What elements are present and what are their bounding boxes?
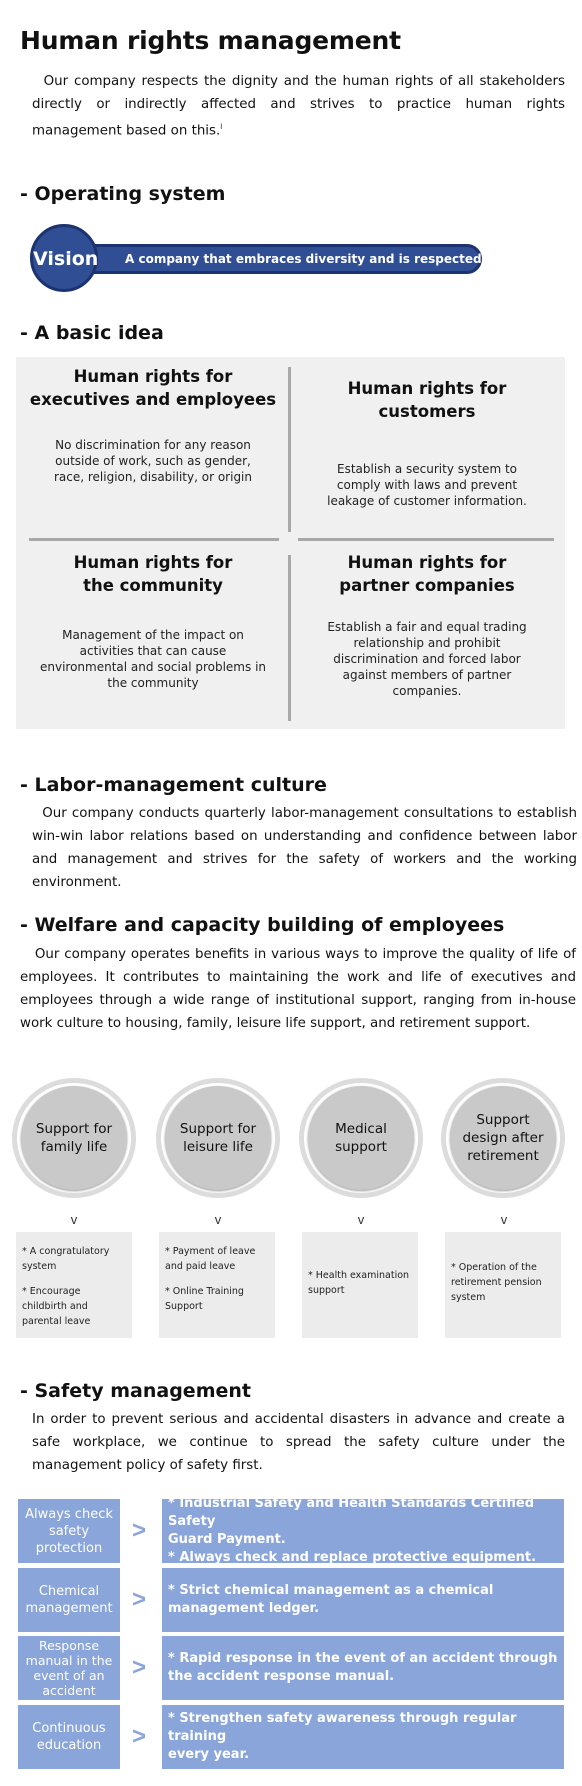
benefit-box-retirement — [445, 1232, 561, 1338]
benefit-item: * Online Training Support — [165, 1286, 244, 1312]
idea-cell-employees — [28, 365, 278, 485]
page-title: Human rights management — [20, 26, 401, 55]
idea-desc: No discrimination for any reason outside of work, such as gender, race, religion, disability, or origin — [53, 438, 252, 484]
labor-culture-paragraph: Our company conducts quarterly labor-management consultations to establish win-win labor relations based on understanding and confidence between labor and management and strives for the safety of workers and the working environment. — [32, 806, 578, 890]
safety-row-chemical — [18, 1568, 564, 1632]
benefit-box-leisure — [159, 1232, 275, 1338]
labor-culture-heading: - Labor-management culture — [20, 774, 327, 796]
benefit-item: * Payment of leave and paid leave — [165, 1246, 256, 1272]
basic-idea-heading: - A basic idea — [20, 322, 164, 344]
vision-bar — [68, 244, 570, 274]
chevron-down-icon: v — [70, 1212, 78, 1227]
idea-desc: Establish a fair and equal trading relationship and prohibit discrimination and forced labor against members of partner companies. — [327, 620, 527, 698]
safety-row-text: * Strengthen safety awareness through regular training every year. — [162, 1705, 564, 1769]
operating-system-heading: - Operating system — [20, 183, 226, 205]
benefit-box-family — [16, 1232, 132, 1338]
idea-desc: Establish a security system to comply with laws and prevent leakage of customer information. — [327, 462, 527, 508]
divider-vertical-bottom — [288, 555, 291, 721]
basic-idea-panel — [16, 357, 565, 729]
safety-row-education — [18, 1705, 564, 1769]
benefit-item: * A congratulatory system — [22, 1246, 110, 1272]
divider-horizontal-right — [298, 538, 554, 541]
chevron-down-icon: v — [500, 1212, 508, 1227]
safety-row-label: Always check safety protection — [18, 1499, 120, 1563]
welfare-circle-label: Support for family life — [21, 1086, 127, 1190]
idea-cell-customers — [302, 377, 552, 509]
chevron-right-icon: > — [132, 1723, 147, 1750]
idea-title: Human rights for partner companies — [339, 553, 515, 595]
vision-label: Vision — [33, 248, 99, 270]
divider-horizontal-left — [29, 538, 279, 541]
welfare-paragraph: Our company operates benefits in various ways to improve the quality of life of employees. It contributes to maintaining the work and life of executives and employees through a wide range of institutional support, ranging from in-house work culture to housing, family, leisure life support, and retirement support. — [20, 947, 576, 1031]
chevron-down-icon: v — [214, 1212, 222, 1227]
divider-vertical-top — [288, 367, 291, 532]
chevron-down-icon: v — [357, 1212, 365, 1227]
safety-row-response — [18, 1636, 564, 1700]
vision-banner — [30, 224, 570, 298]
welfare-circle-leisure — [152, 1078, 284, 1200]
benefit-item: * Operation of the retirement pension system — [451, 1262, 542, 1303]
safety-row-text: * Rapid response in the event of an accident through the accident response manual. — [162, 1636, 564, 1700]
safety-row-protection — [18, 1496, 564, 1565]
vision-badge — [30, 224, 98, 292]
safety-heading: - Safety management — [20, 1380, 251, 1402]
safety-row-label: Response manual in the event of an accident — [18, 1636, 120, 1700]
welfare-circle-medical — [295, 1078, 427, 1200]
idea-cell-community — [28, 551, 278, 691]
safety-row-label: Chemical management — [18, 1568, 120, 1632]
welfare-circle-label: Medical support — [308, 1086, 414, 1190]
idea-title: Human rights for customers — [347, 379, 507, 421]
welfare-circle-label: Support design after retirement — [450, 1086, 556, 1190]
chevron-right-icon: > — [132, 1586, 147, 1613]
intro-footnote-mark: l — [220, 123, 223, 131]
safety-paragraph: In order to prevent serious and accidental disasters in advance and create a safe workplace, we continue to spread the safety culture under the management policy of safety first. — [32, 1412, 565, 1473]
safety-row-label: Continuous education — [18, 1705, 120, 1769]
idea-title: Human rights for the community — [73, 553, 233, 595]
idea-cell-partners — [302, 551, 552, 699]
idea-desc: Management of the impact on activities that can cause environmental and social problems in the community — [40, 628, 267, 690]
benefit-box-medical — [302, 1232, 418, 1338]
safety-row-text: * Industrial Safety and Health Standards Certified Safety Guard Payment. * Always check and replace protective equipment. — [162, 1499, 564, 1563]
welfare-circle-family — [8, 1078, 140, 1200]
benefit-item: * Encourage childbirth and parental leave — [22, 1286, 91, 1327]
intro-paragraph: Our company respects the dignity and the human rights of all stakeholders directly or indirectly affected and strives to practice human rights management based on this.$^l$ — [32, 74, 566, 139]
safety-row-text: * Strict chemical management as a chemical management ledger. — [162, 1568, 564, 1632]
benefit-item: * Health examination support — [308, 1270, 410, 1296]
chevron-right-icon: > — [132, 1654, 147, 1681]
welfare-circle-label: Support for leisure life — [165, 1086, 271, 1190]
welfare-circle-retirement — [437, 1078, 569, 1200]
idea-title: Human rights for executives and employees — [29, 367, 277, 409]
chevron-right-icon: > — [132, 1517, 147, 1544]
vision-text: A company that embraces diversity and is respected by everyone — [125, 252, 570, 266]
welfare-heading: - Welfare and capacity building of employees — [20, 914, 505, 936]
